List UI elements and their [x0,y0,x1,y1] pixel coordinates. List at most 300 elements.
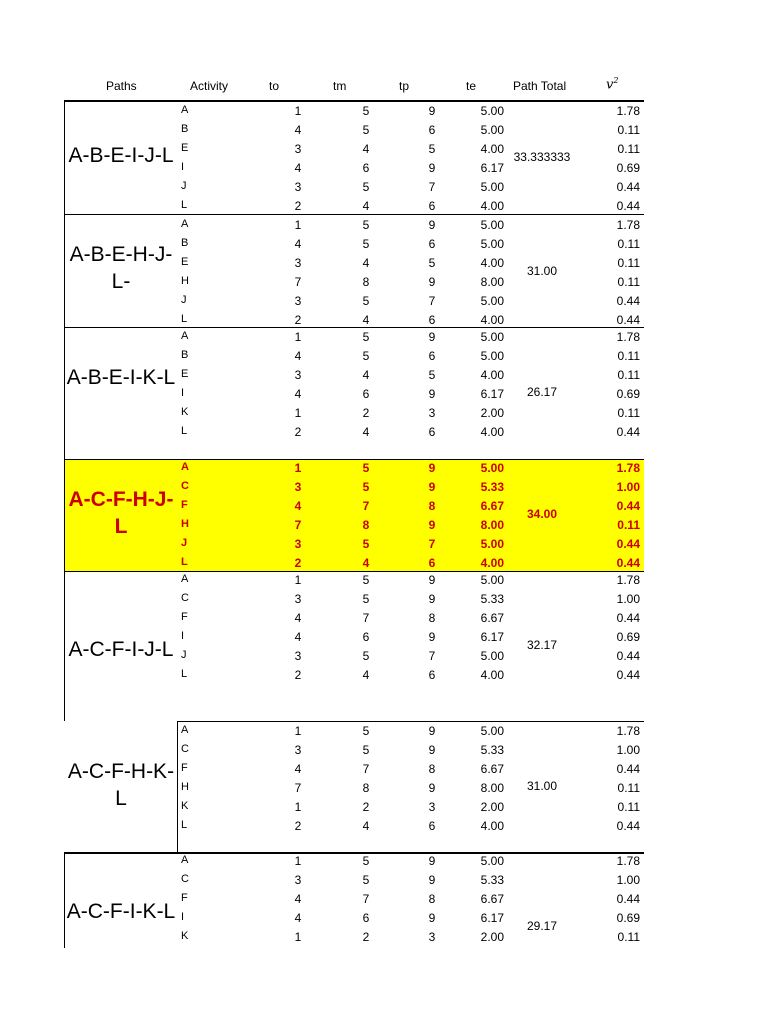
tp-cell: 6 [428,123,436,137]
to-cell: 4 [294,911,302,925]
activity-cell: F [181,762,188,774]
to-cell: 1 [294,218,302,232]
path-label: A-B-E-I-K-L [66,366,176,389]
tm-cell: 5 [362,724,370,738]
tp-cell: 9 [428,911,436,925]
variance-cell: 0.44 [616,668,640,682]
tp-cell: 7 [428,649,436,663]
tm-cell: 5 [362,592,370,606]
activity-cell: A [181,724,189,736]
te-cell: 5.00 [480,573,504,587]
to-cell: 2 [294,199,302,213]
to-cell: 1 [294,461,302,475]
path-label: A-C-F-I-J-L [68,638,174,661]
path-group [0,327,768,459]
table-row [0,179,768,198]
table-row [0,386,768,405]
table-row [0,667,768,686]
to-cell: 7 [294,518,302,532]
group-top-border [177,721,644,722]
path-group [0,721,768,852]
to-cell: 3 [294,368,302,382]
tp-cell: 7 [428,537,436,551]
activity-cell: A [181,218,189,230]
activity-cell: J [181,180,187,192]
to-cell: 3 [294,294,302,308]
tp-cell: 9 [428,724,436,738]
activity-cell: H [181,781,189,793]
header-tm: tm [333,79,347,93]
tp-cell: 9 [428,592,436,606]
table-row [0,217,768,236]
variance-cell: 0.69 [616,161,640,175]
to-cell: 4 [294,892,302,906]
tm-cell: 5 [362,873,370,887]
tp-cell: 5 [428,142,436,156]
te-cell: 6.17 [480,161,504,175]
to-cell: 3 [294,480,302,494]
variance-cell: 1.78 [616,724,640,738]
to-cell: 2 [294,819,302,833]
te-cell: 5.33 [480,743,504,757]
te-cell: 5.00 [480,294,504,308]
variance-symbol: v [606,77,614,93]
tp-cell: 9 [428,330,436,344]
tp-cell: 8 [428,892,436,906]
variance-cell: 1.78 [616,330,640,344]
table-row [0,255,768,274]
variance-cell: 0.44 [616,499,640,513]
tp-cell: 9 [428,781,436,795]
to-cell: 2 [294,668,302,682]
tm-cell: 4 [362,313,370,327]
activity-cell: A [181,573,189,585]
header-tp: tp [399,79,410,93]
activity-cell: C [181,480,189,492]
table-row [0,236,768,255]
activity-cell: H [181,518,189,530]
te-cell: 4.00 [480,199,504,213]
te-cell: 2.00 [480,800,504,814]
table-row [0,348,768,367]
activity-cell: J [181,537,188,549]
to-cell: 4 [294,762,302,776]
tp-cell: 9 [428,630,436,644]
tm-cell: 7 [362,892,370,906]
variance-cell: 0.44 [616,294,640,308]
tm-cell: 5 [362,237,370,251]
variance-cell: 0.44 [616,819,640,833]
path-total: 33.333333 [513,150,571,164]
group-top-border [64,327,644,328]
table-row [0,872,768,891]
te-cell: 5.33 [480,873,504,887]
activity-cell: I [181,911,185,923]
te-cell: 5.00 [480,537,504,551]
te-cell: 6.67 [480,499,504,513]
variance-cell: 0.44 [616,762,640,776]
te-cell: 5.00 [480,218,504,232]
tp-cell: 9 [428,461,436,475]
to-cell: 2 [294,556,302,570]
tm-cell: 7 [362,499,370,513]
te-cell: 5.00 [480,349,504,363]
tp-cell: 9 [428,218,436,232]
tm-cell: 5 [362,294,370,308]
variance-cell: 1.78 [616,218,640,232]
to-cell: 7 [294,781,302,795]
tm-cell: 5 [362,480,370,494]
tm-cell: 5 [362,104,370,118]
te-cell: 8.00 [480,781,504,795]
tp-cell: 9 [428,873,436,887]
tp-cell: 6 [428,237,436,251]
activity-cell: F [181,611,188,623]
activity-cell: L [181,819,188,831]
te-cell: 6.67 [480,762,504,776]
te-cell: 5.00 [480,330,504,344]
tp-cell: 9 [428,161,436,175]
variance-cell: 1.78 [616,573,640,587]
te-cell: 5.00 [480,461,504,475]
variance-cell: 0.11 [617,930,640,944]
table-row [0,891,768,910]
tm-cell: 5 [362,537,370,551]
to-cell: 4 [294,123,302,137]
to-cell: 1 [294,104,302,118]
te-cell: 5.00 [480,237,504,251]
table-row [0,329,768,348]
to-cell: 4 [294,349,302,363]
variance-cell: 0.11 [617,237,640,251]
tp-cell: 6 [428,313,436,327]
te-cell: 4.00 [480,256,504,270]
variance-cell: 1.78 [616,854,640,868]
variance-cell: 0.11 [617,781,640,795]
path-label: A-B-E-H-J-L- [69,243,173,293]
te-cell: 2.00 [480,406,504,420]
variance-cell: 0.44 [616,611,640,625]
tm-cell: 7 [362,762,370,776]
activity-cell: E [181,368,189,380]
variance-cell: 0.11 [617,349,640,363]
to-cell: 3 [294,649,302,663]
activity-cell: K [181,800,189,812]
tm-cell: 4 [362,668,370,682]
te-cell: 6.67 [480,611,504,625]
activity-cell: I [181,161,185,173]
tm-cell: 8 [362,781,370,795]
tm-cell: 6 [362,161,370,175]
tp-cell: 5 [428,368,436,382]
to-cell: 3 [294,592,302,606]
variance-cell: 0.44 [616,556,640,570]
header-activity: Activity [190,79,229,93]
path-group [64,459,644,571]
variance-exponent: 2 [613,76,619,85]
te-cell: 4.00 [480,425,504,439]
table-row [0,629,768,648]
table-row [0,648,768,667]
tm-cell: 2 [362,800,370,814]
tp-cell: 8 [428,762,436,776]
variance-cell: 0.11 [617,406,640,420]
tp-cell: 5 [428,256,436,270]
to-cell: 4 [294,237,302,251]
to-cell: 1 [294,724,302,738]
table-row [0,517,768,536]
variance-cell: 1.00 [616,743,640,757]
te-cell: 5.00 [480,854,504,868]
te-cell: 4.00 [480,368,504,382]
variance-cell: 1.00 [616,592,640,606]
table-row [0,910,768,929]
table-row [0,853,768,872]
to-cell: 2 [294,425,302,439]
tm-cell: 5 [362,349,370,363]
to-cell: 1 [294,573,302,587]
path-label: A-C-F-H-J-L [68,488,174,538]
activity-cell: J [181,649,187,661]
te-cell: 6.17 [480,911,504,925]
tm-cell: 6 [362,911,370,925]
path-total: 32.17 [526,638,558,652]
tp-cell: 9 [428,480,436,494]
variance-cell: 0.44 [616,313,640,327]
path-group [0,100,768,214]
tm-cell: 5 [362,854,370,868]
table-row [0,293,768,312]
path-total: 34.00 [526,507,558,521]
activity-cell: H [181,275,189,287]
activity-cell: I [181,387,185,399]
tp-cell: 3 [428,800,436,814]
table-row [0,460,768,479]
table-row [0,723,768,742]
tm-cell: 4 [362,256,370,270]
to-cell: 3 [294,743,302,757]
path-label: A-B-E-I-J-L [68,144,174,167]
tm-cell: 5 [362,330,370,344]
to-cell: 1 [294,800,302,814]
table-row [0,160,768,179]
path-group [0,214,768,327]
to-cell: 2 [294,313,302,327]
table-row [0,572,768,591]
header-paths: Paths [106,79,137,93]
variance-cell: 0.11 [617,275,640,289]
path-total: 31.00 [526,264,558,278]
activity-cell: F [181,892,188,904]
tm-cell: 4 [362,425,370,439]
activity-cell: F [181,499,188,511]
activity-cell: C [181,873,189,885]
variance-cell: 0.44 [616,649,640,663]
tm-cell: 6 [362,387,370,401]
tp-cell: 6 [428,819,436,833]
table-row [0,274,768,293]
te-cell: 5.00 [480,724,504,738]
te-cell: 5.33 [480,592,504,606]
table-row [0,591,768,610]
to-cell: 3 [294,537,302,551]
tp-cell: 8 [428,499,436,513]
table-row [0,498,768,517]
group-top-border [64,100,644,102]
te-cell: 4.00 [480,668,504,682]
tp-cell: 9 [428,854,436,868]
variance-cell: 0.44 [616,537,640,551]
activity-cell: A [181,330,189,342]
header-variance [606,76,618,92]
table-row [0,141,768,160]
to-cell: 1 [294,330,302,344]
to-cell: 3 [294,256,302,270]
te-cell: 8.00 [480,275,504,289]
activity-cell: B [181,349,189,361]
activity-cell: I [181,630,185,642]
te-cell: 5.00 [480,649,504,663]
table-row [0,367,768,386]
variance-cell: 0.69 [616,630,640,644]
tm-cell: 5 [362,180,370,194]
tm-cell: 5 [362,649,370,663]
tm-cell: 5 [362,461,370,475]
tm-cell: 8 [362,275,370,289]
path-group [0,852,768,948]
te-cell: 4.00 [480,142,504,156]
te-cell: 5.00 [480,180,504,194]
tp-cell: 9 [428,104,436,118]
table-row [0,479,768,498]
tp-cell: 6 [428,425,436,439]
to-cell: 3 [294,142,302,156]
table-row [0,424,768,443]
table-row [0,536,768,555]
path-total: 31.00 [526,779,558,793]
tm-cell: 4 [362,199,370,213]
activity-cell: A [181,854,189,866]
te-cell: 5.33 [480,480,504,494]
table-row [0,405,768,424]
path-total: 29.17 [526,919,558,933]
variance-cell: 0.11 [617,142,640,156]
te-cell: 2.00 [480,930,504,944]
group-top-border [64,214,644,215]
to-cell: 3 [294,180,302,194]
table-row [0,103,768,122]
table-row [0,929,768,948]
variance-cell: 1.78 [616,104,640,118]
tp-cell: 3 [428,930,436,944]
header-path-total: Path Total [513,79,567,93]
tm-cell: 5 [362,743,370,757]
to-cell: 1 [294,406,302,420]
table-row [0,742,768,761]
table-row [0,818,768,837]
path-label: A-C-F-I-K-L [66,900,176,923]
variance-cell: 0.44 [616,892,640,906]
variance-cell: 0.11 [617,800,640,814]
te-cell: 6.67 [480,892,504,906]
te-cell: 4.00 [480,313,504,327]
tp-cell: 6 [428,556,436,570]
activity-cell: C [181,592,189,604]
te-cell: 5.00 [480,104,504,118]
te-cell: 8.00 [480,518,504,532]
to-cell: 4 [294,387,302,401]
te-cell: 4.00 [480,556,504,570]
table-row [0,780,768,799]
tp-cell: 6 [428,349,436,363]
header-te: te [466,79,477,93]
tm-cell: 6 [362,630,370,644]
tm-cell: 5 [362,123,370,137]
te-cell: 6.17 [480,630,504,644]
activity-cell: K [181,406,189,418]
tm-cell: 4 [362,368,370,382]
tp-cell: 9 [428,518,436,532]
activity-cell: K [181,930,189,942]
to-cell: 1 [294,930,302,944]
tp-cell: 6 [428,668,436,682]
path-label: A-C-F-H-K-L [67,760,175,810]
tp-cell: 7 [428,294,436,308]
variance-cell: 0.69 [616,911,640,925]
header-to: to [269,79,280,93]
to-cell: 4 [294,611,302,625]
tm-cell: 2 [362,406,370,420]
tp-cell: 8 [428,611,436,625]
tp-cell: 7 [428,180,436,194]
activity-cell: E [181,142,189,154]
activity-cell: L [181,199,188,211]
tp-cell: 9 [428,387,436,401]
table-row [0,761,768,780]
activity-cell: A [181,461,189,473]
te-cell: 5.00 [480,123,504,137]
table-row [0,122,768,141]
variance-cell: 0.11 [617,518,640,532]
variance-cell: 0.44 [616,425,640,439]
to-cell: 1 [294,854,302,868]
activity-cell: J [181,294,187,306]
te-cell: 6.17 [480,387,504,401]
table-row [0,799,768,818]
activity-cell: L [181,556,188,568]
tp-cell: 3 [428,406,436,420]
tp-cell: 9 [428,275,436,289]
tm-cell: 4 [362,819,370,833]
path-group [0,571,768,721]
path-total: 26.17 [526,385,558,399]
variance-cell: 0.44 [616,180,640,194]
tm-cell: 8 [362,518,370,532]
tm-cell: 5 [362,573,370,587]
to-cell: 4 [294,499,302,513]
variance-cell: 0.11 [617,123,640,137]
te-cell: 4.00 [480,819,504,833]
tm-cell: 7 [362,611,370,625]
activity-cell: C [181,743,189,755]
tm-cell: 4 [362,556,370,570]
tp-cell: 9 [428,573,436,587]
activity-cell: B [181,237,189,249]
variance-cell: 1.00 [616,873,640,887]
tm-cell: 5 [362,218,370,232]
table-row [0,610,768,629]
activity-cell: E [181,256,189,268]
